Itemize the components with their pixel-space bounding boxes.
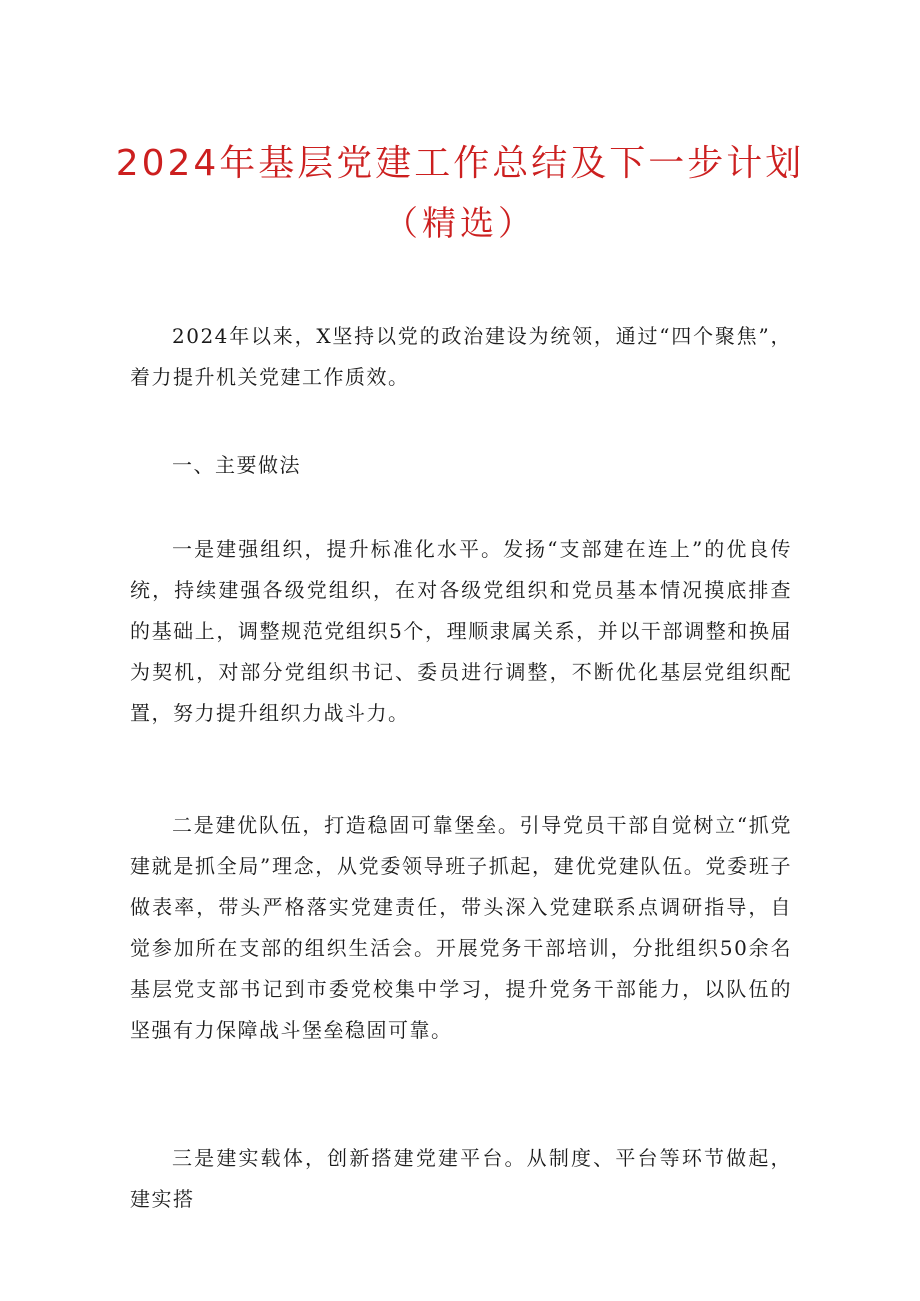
intro-paragraph: 2024年以来，X坚持以党的政治建设为统领，通过“四个聚焦”，着力提升机关党建工作质效。 <box>130 324 792 389</box>
paragraph-item-three: 三是建实载体，创新搭建党建平台。从制度、平台等环节做起，建实搭 <box>130 1146 792 1211</box>
paragraph-item-two: 二是建优队伍，打造稳固可靠堡垒。引导党员干部自觉树立“抓党建就是抓全局”理念，从党委领导班子抓起，建优党建队伍。党委班子做表率，带头严格落实党建责任，带头深入党建联系点调研指导，自觉参加所在支部的组织生活会。开展党务干部培训，分批组织50余名基层党支部书记到市委党校集中学习，提升党务干部能力，以队伍的坚强有力保障战斗堡垒稳固可靠。 <box>130 813 792 1042</box>
document-subtitle: （精选） <box>384 204 536 244</box>
section-heading: 一、主要做法 <box>172 453 301 477</box>
document-title: 2024年基层党建工作总结及下一步计划 <box>115 143 805 184</box>
paragraph-item-one: 一是建强组织，提升标准化水平。发扬“支部建在连上”的优良传统，持续建强各级党组织，在对各级党组织和党员基本情况摸底排查的基础上，调整规范党组织5个，理顺隶属关系，并以干部调整和换届为契机，对部分党组织书记、委员进行调整，不断优化基层党组织配置，努力提升组织力战斗力。 <box>130 537 792 725</box>
